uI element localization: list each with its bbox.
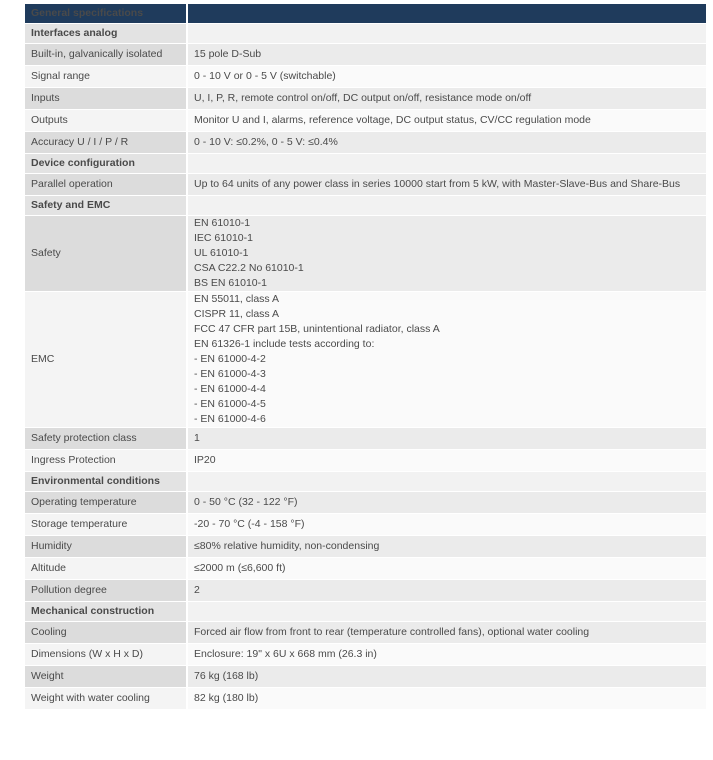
spec-label: Dimensions (W x H x D) [25,644,187,666]
spec-value-line: 0 - 10 V: ≤0.2%, 0 - 5 V: ≤0.4% [194,136,338,148]
spec-label: Weight with water cooling [25,688,187,710]
spec-value-line: -20 - 70 °C (-4 - 158 °F) [194,518,305,530]
spec-label: Ingress Protection [25,450,187,472]
section-heading-row [25,24,706,44]
table-row [25,450,706,472]
spec-value [187,558,706,580]
spec-value-line: IP20 [194,454,216,466]
spec-value-line: BS EN 61010-1 [194,277,267,289]
spec-value-line: - EN 61000-4-4 [194,383,266,395]
spec-label: EMC [25,292,187,428]
spec-value [187,132,706,154]
table-row [25,66,706,88]
spec-value-line: Enclosure: 19" x 6U x 668 mm (26.3 in) [194,648,377,660]
spec-value-line: - EN 61000-4-5 [194,398,266,410]
spec-value [187,666,706,688]
table-row [25,580,706,602]
section-heading: Environmental conditions [25,472,187,492]
table-row [25,110,706,132]
spec-value [187,580,706,602]
spec-label: Operating temperature [25,492,187,514]
table-row [25,132,706,154]
section-heading-blank [187,472,706,492]
section-heading-blank [187,602,706,622]
spec-value-line: 82 kg (180 lb) [194,692,259,704]
spec-value [187,536,706,558]
spec-value [187,66,706,88]
spec-label: Built-in, galvanically isolated [25,44,187,66]
table-row [25,428,706,450]
section-heading-blank [187,24,706,44]
spec-value-line: 1 [194,432,200,444]
spec-label: Signal range [25,66,187,88]
section-heading-blank [187,196,706,216]
spec-label: Inputs [25,88,187,110]
spec-value-line: CSA C22.2 No 61010-1 [194,262,304,274]
section-heading-row [25,602,706,622]
spec-value-line: Forced air flow from front to rear (temperature controlled fans), optional water cooling [194,626,590,638]
spec-value [187,174,706,196]
spec-label: Safety [25,216,187,292]
table-row [25,536,706,558]
spec-value [187,492,706,514]
table-row [25,492,706,514]
spec-value [187,216,706,292]
table-row [25,644,706,666]
spec-value-line: Up to 64 units of any power class in series 10000 start from 5 kW, with Master-Slave-Bus and Share-Bus [194,178,681,190]
spec-label: Pollution degree [25,580,187,602]
section-heading-row [25,472,706,492]
specifications-table [25,4,706,710]
spec-label: Altitude [25,558,187,580]
table-row [25,514,706,536]
spec-value-line: - EN 61000-4-3 [194,368,266,380]
spec-value [187,110,706,132]
spec-value [187,688,706,710]
spec-value-line: 76 kg (168 lb) [194,670,259,682]
spec-label: Accuracy U / I / P / R [25,132,187,154]
table-row [25,174,706,196]
spec-value-line: - EN 61000-4-2 [194,353,266,365]
spec-label: Humidity [25,536,187,558]
spec-label: Cooling [25,622,187,644]
spec-value-line: 15 pole D-Sub [194,48,262,60]
section-heading: Safety and EMC [25,196,187,216]
table-title: General specifications [25,4,187,24]
spec-value [187,514,706,536]
spec-value-line: ≤2000 m (≤6,600 ft) [194,562,286,574]
spec-value-line: EN 61326-1 include tests according to: [194,338,375,350]
spec-label: Safety protection class [25,428,187,450]
spec-value-line: 0 - 10 V or 0 - 5 V (switchable) [194,70,336,82]
section-heading: Device configuration [25,154,187,174]
spec-label: Storage temperature [25,514,187,536]
spec-value [187,292,706,428]
spec-value-line: EN 61010-1 [194,217,251,229]
table-row [25,558,706,580]
spec-value-line: U, I, P, R, remote control on/off, DC output on/off, resistance mode on/off [194,92,532,104]
spec-value-line: - EN 61000-4-6 [194,413,266,425]
spec-value-line: IEC 61010-1 [194,232,253,244]
section-heading-row [25,196,706,216]
spec-value [187,622,706,644]
spec-value-line: 0 - 50 °C (32 - 122 °F) [194,496,298,508]
table-header-row [25,4,706,24]
section-heading: Mechanical construction [25,602,187,622]
spec-value-line: 2 [194,584,200,596]
table-row [25,88,706,110]
table-row [25,622,706,644]
spec-value-line: FCC 47 CFR part 15B, unintentional radiator, class A [194,323,440,335]
spec-value-line: EN 55011, class A [194,293,280,305]
spec-label: Outputs [25,110,187,132]
spec-value-line: CISPR 11, class A [194,308,280,320]
table-header-blank [187,4,706,24]
spec-value [187,644,706,666]
specifications-body [25,4,706,710]
spec-label: Parallel operation [25,174,187,196]
table-row [25,666,706,688]
section-heading: Interfaces analog [25,24,187,44]
spec-value [187,428,706,450]
table-row [25,44,706,66]
spec-value-line: ≤80% relative humidity, non-condensing [194,540,380,552]
table-row [25,216,706,292]
section-heading-row [25,154,706,174]
spec-value [187,88,706,110]
table-row [25,292,706,428]
spec-value-line: UL 61010-1 [194,247,249,259]
spec-value-line: Monitor U and I, alarms, reference voltage, DC output status, CV/CC regulation mode [194,114,591,126]
spec-label: Weight [25,666,187,688]
table-row [25,688,706,710]
spec-value [187,450,706,472]
spec-value [187,44,706,66]
section-heading-blank [187,154,706,174]
